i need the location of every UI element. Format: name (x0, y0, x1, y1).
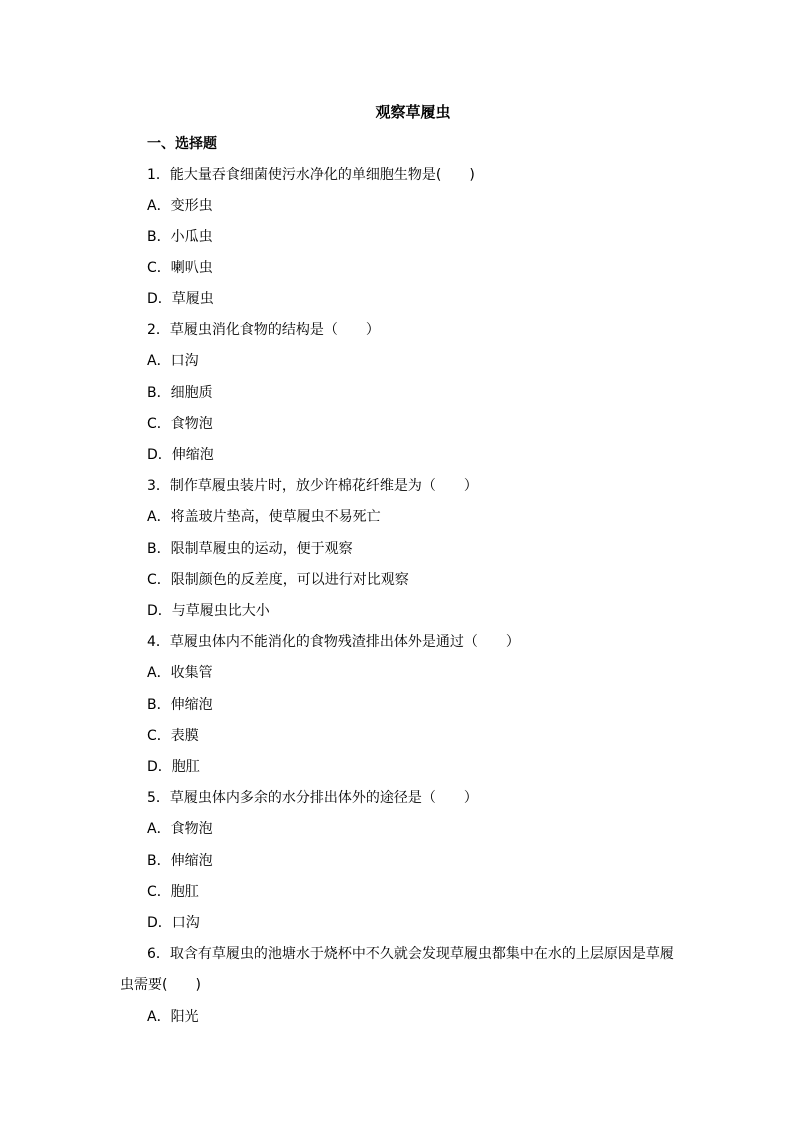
question-5-option-b: B．伸缩泡 (147, 853, 213, 869)
question-stem-text: 5．草履虫体内多余的水分排出体外的途径是（ (147, 790, 436, 806)
question-1-option-b: B．小瓜虫 (147, 229, 213, 245)
question-5-stem (147, 787, 478, 809)
question-stem-end: ） (505, 634, 520, 650)
question-3-option-c: C．限制颜色的反差度，可以进行对比观察 (147, 572, 409, 588)
question-3-option-a: A．将盖玻片垫高，使草履虫不易死亡 (147, 509, 381, 525)
question-3-option-d: D．与草履虫比大小 (147, 603, 270, 619)
question-1-option-c: C．喇叭虫 (147, 260, 213, 276)
question-stem-end: ） (463, 478, 478, 494)
question-stem-end: ) (195, 977, 201, 993)
question-4-option-a: A．收集管 (147, 665, 213, 681)
question-3-stem (147, 475, 478, 497)
question-6-stem-line-2 (120, 974, 201, 996)
question-3-option-b: B．限制草履虫的运动，便于观察 (147, 541, 353, 557)
question-4-option-b: B．伸缩泡 (147, 697, 213, 713)
question-2-stem (147, 319, 380, 341)
question-stem-end: ） (365, 322, 380, 338)
question-stem-end: ） (463, 790, 478, 806)
question-2-option-b: B．细胞质 (147, 385, 213, 401)
question-1-stem (147, 164, 475, 186)
question-6-stem-line-1: 6．取含有草履虫的池塘水于烧杯中不久就会发现草履虫都集中在水的上层原因是草履 (147, 946, 674, 962)
question-stem-text: 3．制作草履虫装片时，放少许棉花纤维是为（ (147, 478, 436, 494)
question-2-option-d: D．伸缩泡 (147, 447, 214, 463)
page-title: 观察草履虫 (375, 103, 451, 121)
question-stem-text: 虫需要( (120, 977, 168, 993)
question-stem-text: 2．草履虫消化食物的结构是（ (147, 322, 338, 338)
section-heading: 一、选择题 (147, 136, 217, 152)
question-5-option-a: A．食物泡 (147, 821, 213, 837)
question-stem-end: ) (469, 167, 475, 183)
question-stem-text: 1．能大量吞食细菌使污水净化的单细胞生物是( (147, 167, 442, 183)
question-stem-text: 4．草履虫体内不能消化的食物残渣排出体外是通过（ (147, 634, 478, 650)
question-6-option-a: A．阳光 (147, 1009, 199, 1025)
question-5-option-c: C．胞肛 (147, 884, 199, 900)
question-4-option-c: C．表膜 (147, 728, 199, 744)
question-4-option-d: D．胞肛 (147, 759, 200, 775)
question-4-stem (147, 631, 520, 653)
question-5-option-d: D．口沟 (147, 915, 200, 931)
question-1-option-d: D．草履虫 (147, 291, 214, 307)
question-1-option-a: A．变形虫 (147, 198, 213, 214)
question-2-option-a: A．口沟 (147, 353, 199, 369)
question-2-option-c: C．食物泡 (147, 416, 213, 432)
